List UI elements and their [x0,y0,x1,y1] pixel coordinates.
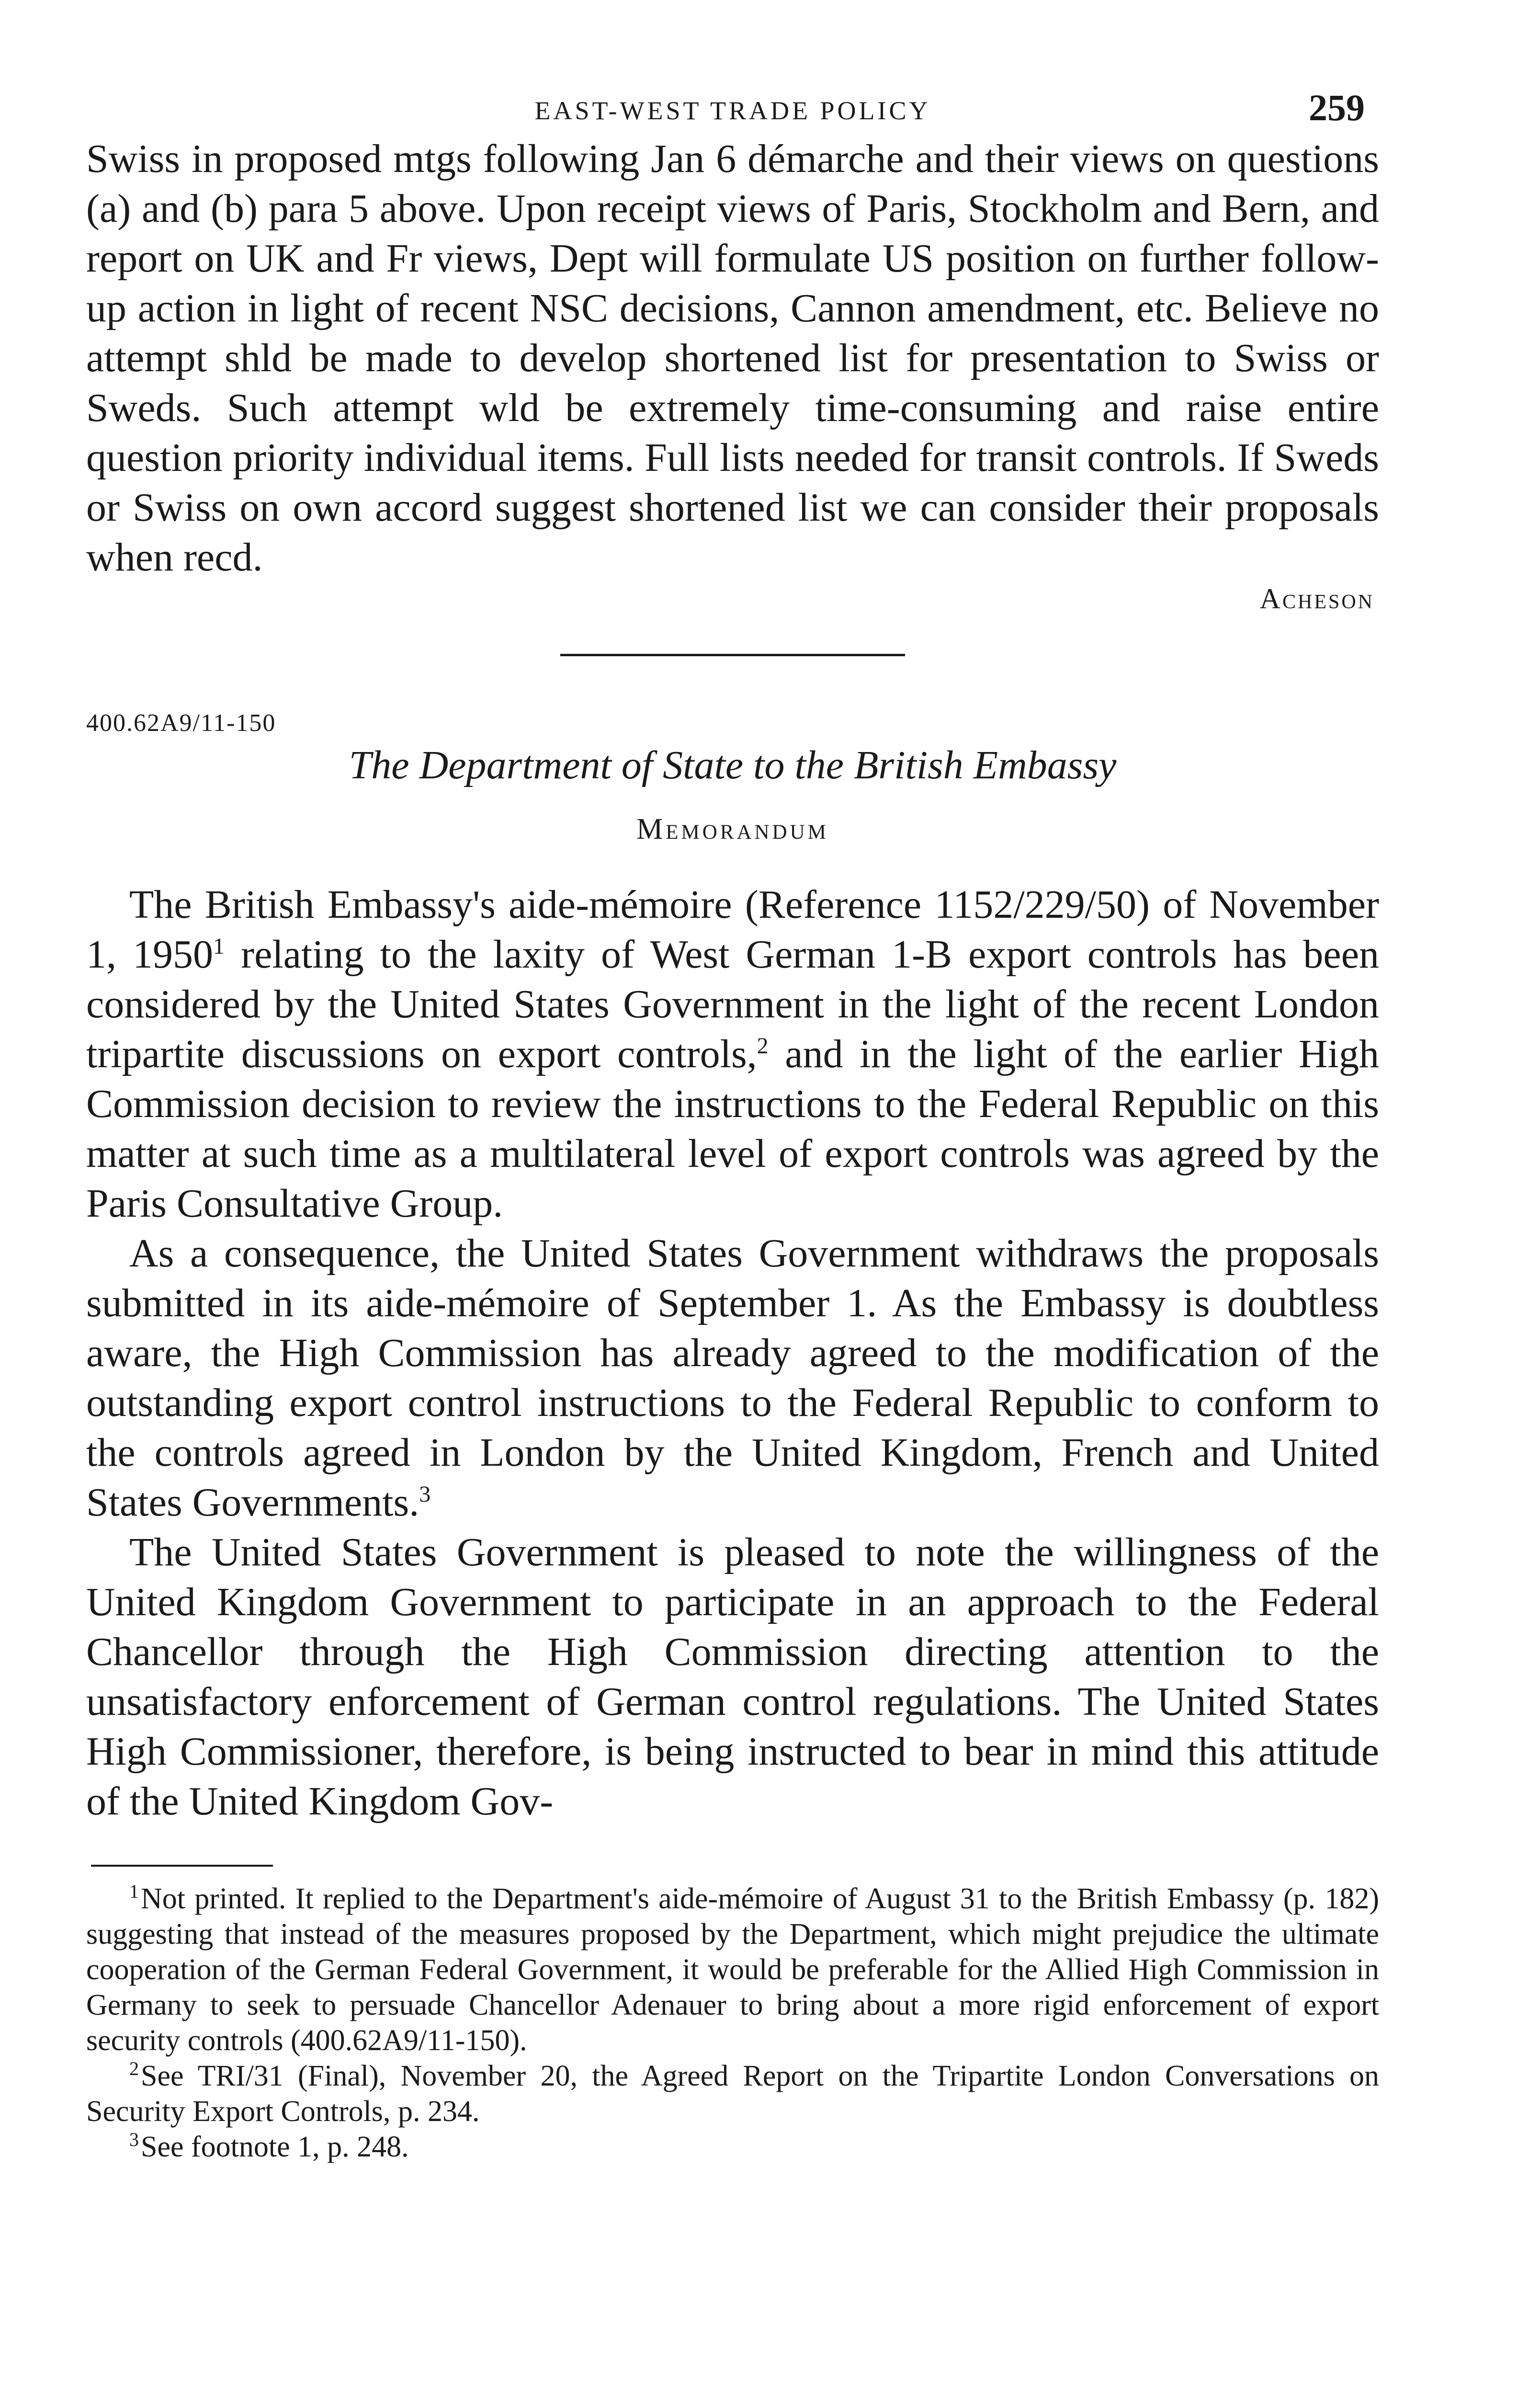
footnote-ref[interactable]: 2 [757,1033,769,1059]
footnote-1 [86,1881,1379,2058]
page-number: 259 [1309,87,1365,128]
footnote-mark: 3 [129,2129,139,2151]
body-paragraph-3 [86,1528,1379,1826]
memorandum-label: Memorandum [636,813,829,845]
continuation-paragraph: Swiss in proposed mtgs following Jan 6 démarche and their views on questions (a) and (b) para 5 above. Upon receipt views of Paris, Stockholm and Bern, and report on UK and Fr views, Dept will formulate US position on further follow-up action in light of recent NSC decisions, Cannon amendment, etc. Believe no attempt shld be made to develop shortened list for presentation to Swiss or Sweds. Such attempt wld be extremely time-consuming and raise entire question priority individual items. Full lists needed for transit controls. If Sweds or Swiss on own accord suggest shortened list we can consider their proposals when recd. [86,137,1379,580]
footnote-2 [86,2058,1379,2129]
running-head [86,81,1379,134]
paragraph-text: The British Embassy's aide-mémoire (Reference 1152/229/50) of November 1, 1950 [86,882,1379,977]
section-divider [560,654,905,656]
footnote-text: See TRI/31 (Final), November 20, the Agreed Report on the Tripartite London Conversations on Security Export Controls, p. 234. [86,2060,1379,2128]
body-paragraph-2 [86,1229,1379,1528]
body-paragraph-1 [86,880,1379,1229]
footnote-mark: 1 [129,1881,139,1903]
running-title: EAST-WEST TRADE POLICY [534,96,931,125]
footnote-mark: 2 [129,2058,139,2080]
paragraph-text: As a consequence, the United States Government withdraws the proposals submitted in its aide-mémoire of September 1. As the Embassy is doubtless aware, the High Commission has already agreed to the modification of the outstanding export control instructions to the Federal Republic to conform to the controls agreed in London by the United Kingdom, French and United States Governments. [86,1231,1379,1525]
document-page [86,81,1379,2165]
file-number: 400.62A9/11-150 [86,709,276,737]
footnote-ref[interactable]: 1 [213,934,225,959]
paragraph-text: and in the light of the earlier High Commission decision to review the instructions to the Federal Republic on this matter at such time as a multilateral level of export controls was agreed by the Paris Consultative Group. [86,1032,1379,1226]
footnote-text: Not printed. It replied to the Department's aide-mémoire of August 31 to the British Embassy (p. 182) suggesting that instead of the measures proposed by the Department, which might prejudice the ultimate cooperation of the German Federal Government, it would be preferable for the Allied High Commission in Germany to seek to persuade Chancellor Adenauer to bring about a more rigid enforcement of export security controls (400.62A9/11-150). [86,1882,1379,2057]
document-heading: The Department of State to the British Embassy [349,743,1117,787]
footnote-divider [91,1865,273,1867]
paragraph-text: The United States Government is pleased to note the willingness of the United Kingdom Government to participate in an approach to the Federal Chancellor through the High Commission directing attention to the unsatisfactory enforcement of German control regulations. The United States High Commissioner, therefore, is being instructed to bear in mind this attitude of the United Kingdom Gov- [86,1530,1379,1824]
footnote-ref[interactable]: 3 [419,1482,431,1507]
signature: Acheson [1259,583,1374,615]
footnote-text: See footnote 1, p. 248. [141,2131,409,2163]
footnote-3 [86,2129,1379,2165]
paragraph-text: relating to the laxity of West German 1-B export controls has been considered by the United States Government in the light of the recent London tripartite discussions on export controls, [86,932,1379,1076]
